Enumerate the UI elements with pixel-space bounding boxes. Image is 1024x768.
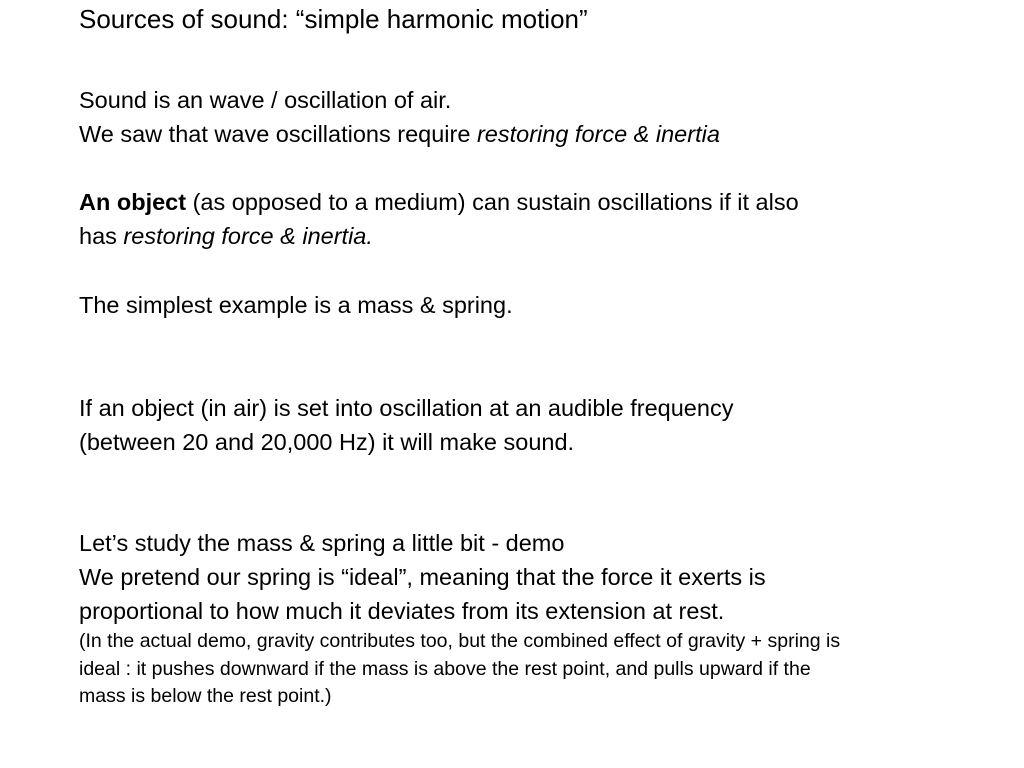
- paragraph-demo-note: [79, 628, 1004, 711]
- paragraph-ideal-spring: [79, 526, 1004, 628]
- paragraph-audible-frequency: [79, 391, 1004, 459]
- paragraph-sound-wave: [79, 83, 1004, 151]
- text-span: has: [79, 223, 124, 249]
- text-line: [79, 117, 1004, 151]
- text-line: proportional to how much it deviates from its extension at rest.: [79, 598, 725, 624]
- text-line: [79, 185, 1004, 219]
- text-line: If an object (in air) is set into oscillation at an audible frequency: [79, 395, 734, 421]
- text-span: (as opposed to a medium) can sustain oscillations if it also: [186, 189, 799, 215]
- text-line: The simplest example is a mass & spring.: [79, 292, 513, 318]
- italic-text: restoring force & inertia.: [123, 223, 373, 249]
- text-line: [79, 219, 1004, 253]
- text-line: Sound is an wave / oscillation of air.: [79, 87, 452, 113]
- text-line: ideal : it pushes downward if the mass is above the rest point, and pulls upward if the: [79, 657, 811, 680]
- text-line: (between 20 and 20,000 Hz) it will make sound.: [79, 429, 575, 455]
- slide-title: Sources of sound: “simple harmonic motion”: [79, 4, 588, 34]
- paragraph-object-oscillation: [79, 185, 1004, 253]
- text-line: (In the actual demo, gravity contributes too, but the combined effect of gravity + spring is: [79, 630, 841, 652]
- text-line: mass is below the rest point.): [79, 685, 332, 707]
- text-line: Let’s study the mass & spring a little bit - demo: [79, 530, 565, 556]
- paragraph-mass-spring: [79, 288, 1004, 322]
- italic-text: restoring force & inertia: [476, 121, 720, 147]
- text-line: We pretend our spring is “ideal”, meaning that the force it exerts is: [79, 564, 766, 590]
- text-span: We saw that wave oscillations require: [79, 121, 477, 147]
- bold-text: An object: [79, 189, 187, 215]
